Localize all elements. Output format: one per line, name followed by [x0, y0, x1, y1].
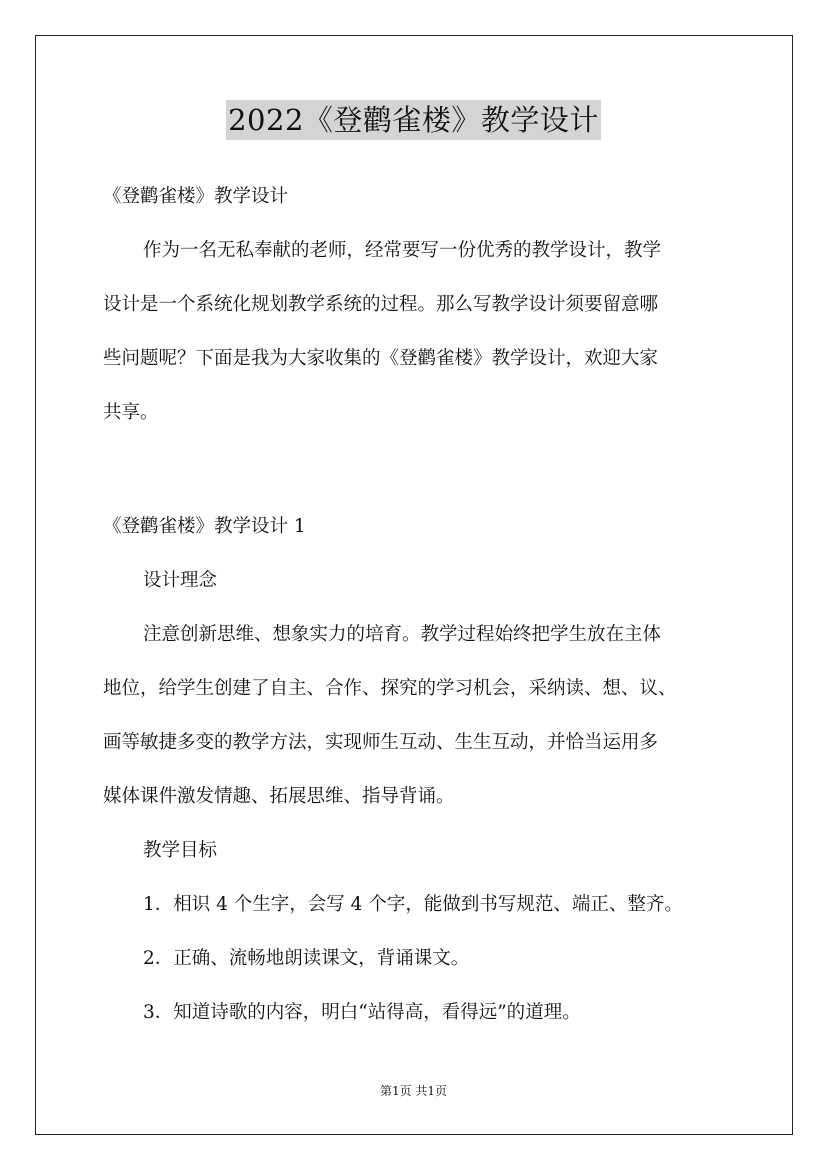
title-container	[0, 100, 827, 140]
section-heading: 《登鹳雀楼》教学设计 1	[103, 516, 306, 537]
design-concept-heading: 设计理念	[143, 570, 218, 591]
design-concept-line: 媒体课件激发情趣、拓展思维、指导背诵。	[103, 786, 455, 807]
page-footer: 第1页 共1页	[379, 1084, 448, 1098]
objective-item: 3．知道诗歌的内容，明白“站得高，看得远”的道理。	[143, 1002, 581, 1023]
intro-line: 些问题呢？下面是我为大家收集的《登鹳雀楼》教学设计，欢迎大家	[103, 348, 659, 369]
intro-line: 设计是一个系统化规划教学系统的过程。那么写教学设计须要留意哪	[103, 294, 659, 315]
design-concept-line: 地位，给学生创建了自主、合作、探究的学习机会，采纳读、想、议、	[103, 678, 677, 699]
document-title: 2022《登鹳雀楼》教学设计	[226, 100, 601, 140]
objective-item: 2．正确、流畅地朗读课文，背诵课文。	[143, 948, 470, 969]
design-concept-line: 画等敏捷多变的教学方法，实现师生互动、生生互动，并恰当运用多	[103, 732, 659, 753]
intro-line: 共享。	[103, 402, 159, 423]
objectives-heading: 教学目标	[143, 840, 218, 861]
document-subtitle: 《登鹳雀楼》教学设计	[103, 186, 289, 207]
objective-item: 1．相识 4 个生字，会写 4 个字，能做到书写规范、端正、整齐。	[143, 894, 683, 915]
intro-line: 作为一名无私奉献的老师，经常要写一份优秀的教学设计，教学	[143, 240, 662, 261]
design-concept-line: 注意创新思维、想象实力的培育。教学过程始终把学生放在主体	[143, 624, 662, 645]
section-spacer	[103, 440, 743, 500]
document-body	[103, 170, 743, 1040]
